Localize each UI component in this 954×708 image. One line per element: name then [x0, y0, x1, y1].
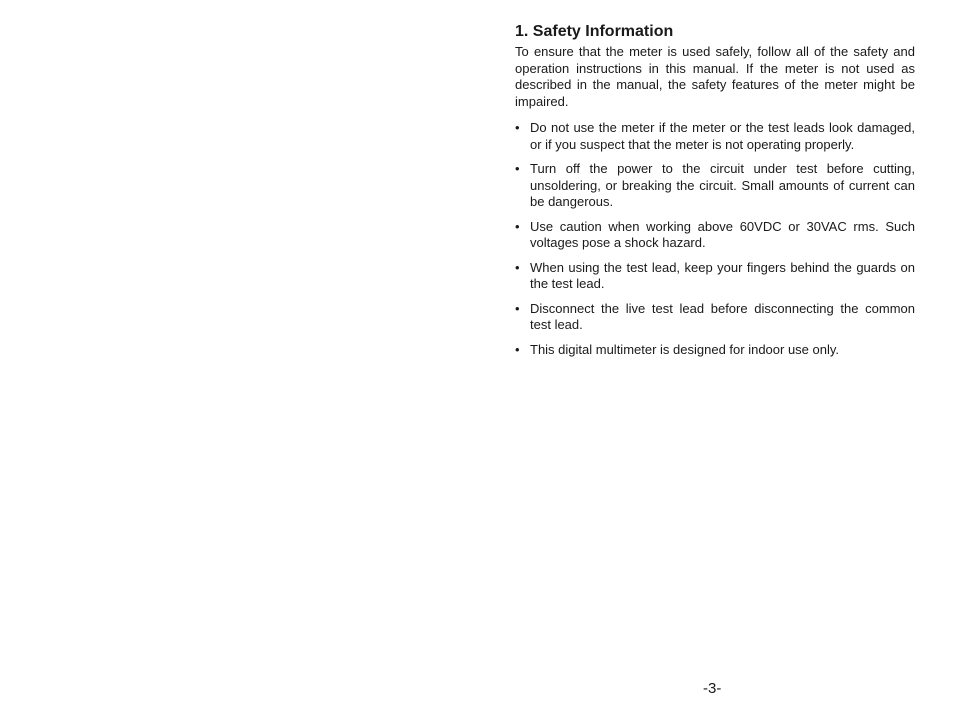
list-item [515, 219, 915, 252]
list-item [515, 161, 915, 211]
list-item-text: Turn off the power to the circuit under test before cutting, unsoldering, or breaking the circuit. Small amounts of current can be dangerous. [530, 161, 915, 209]
list-item [515, 342, 915, 359]
list-item [515, 301, 915, 334]
bullet-icon: • [515, 120, 520, 135]
safety-section [515, 22, 915, 366]
bullet-icon: • [515, 259, 520, 275]
section-title: 1. Safety Information [515, 23, 674, 40]
bullet-icon: • [515, 300, 520, 316]
bullet-icon: • [515, 341, 520, 357]
intro-paragraph: To ensure that the meter is used safely, follow all of the safety and operation instructions in this manual. If the meter is not used as described in the manual, the safety features of the meter might be impaired. [515, 44, 915, 109]
list-item-text: This digital multimeter is designed for indoor use only. [530, 341, 840, 357]
list-item-text: When using the test lead, keep your fingers behind the guards on the test lead. [530, 259, 915, 291]
list-item-text: Use caution when working above 60VDC or 30VAC rms. Such voltages pose a shock hazard. [530, 218, 915, 250]
bullet-icon: • [515, 161, 520, 176]
bullet-icon: • [515, 218, 520, 234]
safety-list [515, 120, 915, 358]
list-item-text: Disconnect the live test lead before disconnecting the common test lead. [530, 300, 915, 332]
page-number: -3- [703, 680, 722, 697]
list-item-text: Do not use the meter if the meter or the test leads look damaged, or if you suspect that the meter is not operating properly. [530, 120, 915, 152]
list-item [515, 260, 915, 293]
list-item [515, 120, 915, 153]
